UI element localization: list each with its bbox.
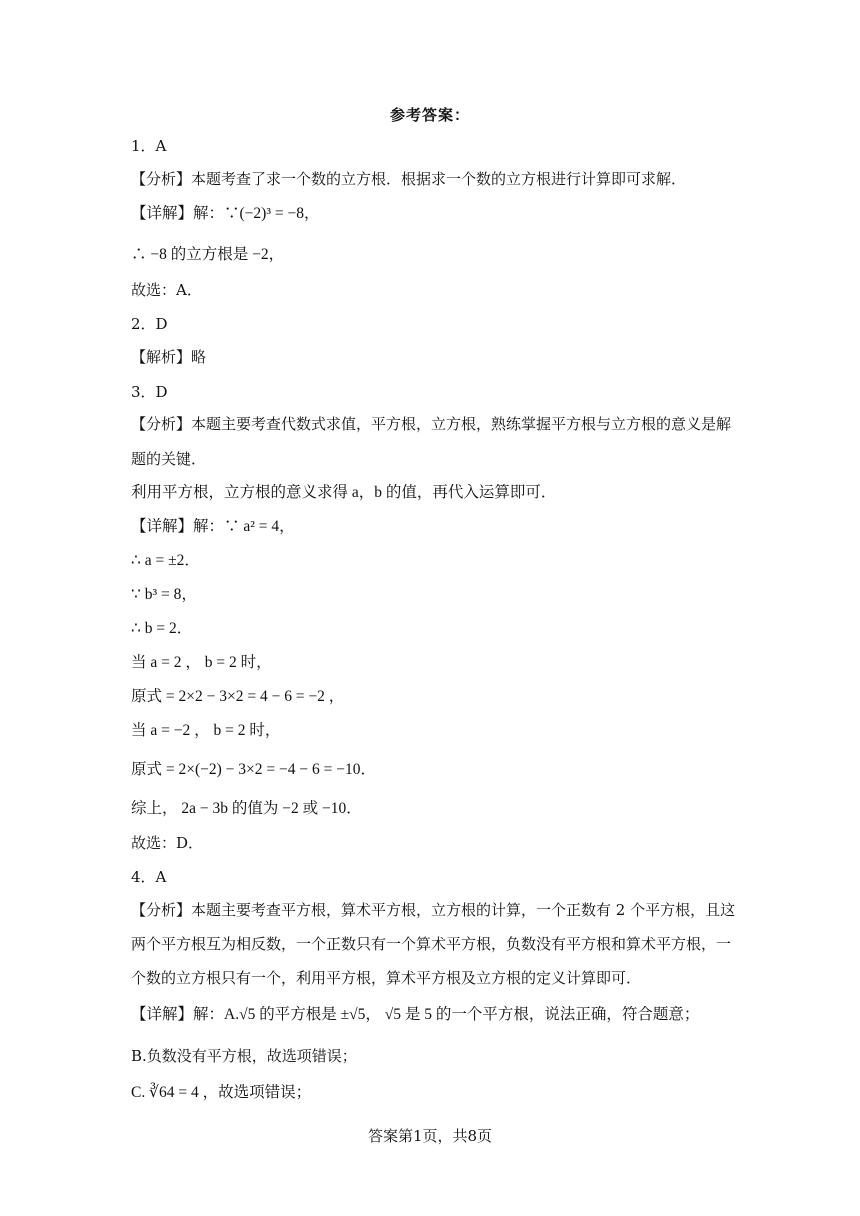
answer-line-26: 【详解】解：A.√5 的平方根是 ±√5， √5 是 5 的一个平方根，说法正确，符合题意； (131, 1006, 700, 1023)
answer-line-14: ∵ b³ = 8， (131, 586, 197, 603)
answer-line-18: 当 a = −2 ， b = 2 时， (131, 722, 281, 739)
answer-line-28: C. ∛64 = 4 ，故选项错误； (131, 1084, 312, 1101)
answer-line-13: ∴ a = ±2． (131, 552, 200, 569)
answer-line-27: B.负数没有平方根，故选项错误； (131, 1047, 357, 1065)
answer-line-21: 故选：D． (131, 834, 204, 852)
page-footer: 答案第1页，共8页 (367, 1127, 493, 1145)
answer-line-7: 【解析】略 (131, 348, 207, 366)
answer-line-16: 当 a = 2 ， b = 2 时， (131, 654, 272, 671)
answer-line-20: 综上， 2a − 3b 的值为 −2 或 −10． (131, 800, 362, 817)
answer-line-9: 【分析】本题主要考查代数式求值，平方根，立方根，熟练掌握平方根与立方根的意义是解 (131, 415, 732, 433)
answer-line-8: 3．D (131, 383, 168, 401)
answer-line-25: 个数的立方根只有一个，利用平方根，算术平方根及立方根的定义计算即可． (131, 969, 642, 987)
answer-line-5: 故选：A． (131, 281, 202, 299)
answer-line-6: 2．D (131, 315, 168, 333)
answer-line-10: 题的关键． (131, 450, 207, 468)
answer-line-22: 4．A (131, 868, 167, 886)
answer-line-19: 原式 = 2×(−2) − 3×2 = −4 − 6 = −10． (131, 761, 376, 778)
answer-line-15: ∴ b = 2． (131, 620, 193, 637)
answer-line-23: 【分析】本题主要考查平方根，算术平方根，立方根的计算，一个正数有 2 个平方根，且这 (131, 901, 736, 919)
page-title: 参考答案： (389, 106, 470, 124)
answer-line-1: 1．A (131, 137, 167, 155)
answer-line-24: 两个平方根互为相反数，一个正数只有一个算术平方根，负数没有平方根和算术平方根，一 (131, 935, 732, 953)
answer-line-12: 【详解】解：∵ a² = 4， (131, 518, 295, 535)
answer-line-2: 【分析】本题考查了求一个数的立方根．根据求一个数的立方根进行计算即可求解． (131, 170, 687, 188)
answer-line-11: 利用平方根，立方根的意义求得 a，b 的值，再代入运算即可． (131, 484, 557, 501)
answer-line-17: 原式 = 2×2 − 3×2 = 4 − 6 = −2 ， (131, 688, 345, 705)
answer-line-4: ∴ −8 的立方根是 −2， (131, 246, 285, 263)
answer-line-3: 【详解】解：∵(−2)³ = −8， (131, 205, 320, 222)
